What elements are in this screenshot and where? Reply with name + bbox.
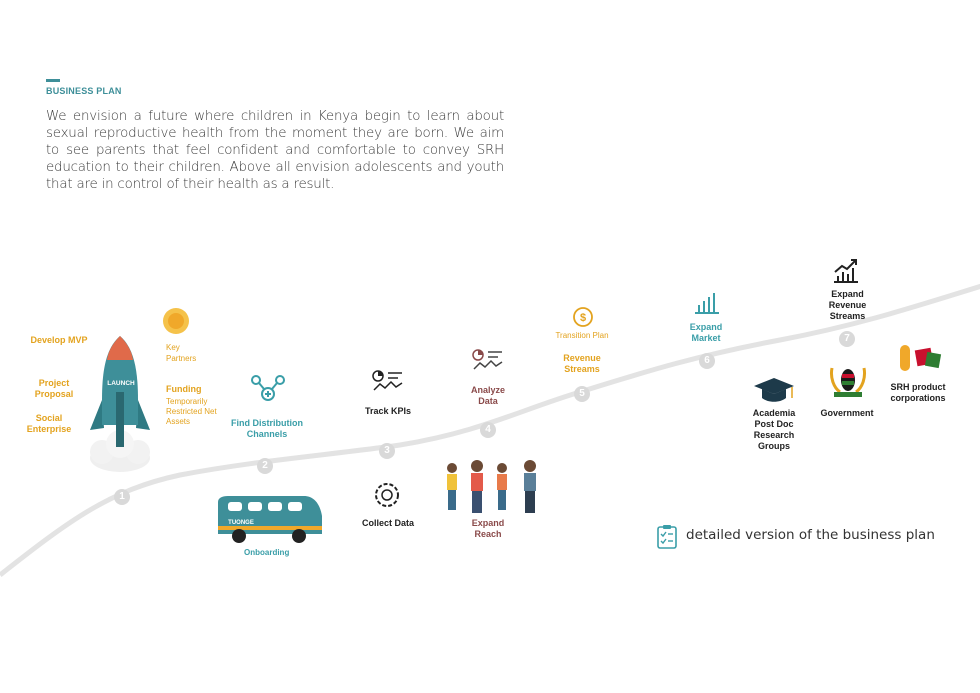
rocket-icon — [80, 330, 170, 480]
onboarding-label: Onboarding — [244, 548, 290, 557]
step-node-3: 3 — [379, 443, 395, 459]
find-distribution-channels-label: Find Distribution Channels — [231, 418, 303, 439]
rocket-launch-label: LAUNCH — [107, 380, 135, 387]
step-node-2: 2 — [257, 458, 273, 474]
business-plan-link[interactable]: detailed version of the business plan — [686, 527, 935, 543]
revenue-streams-label: Revenue Streams — [563, 353, 601, 374]
section-title: BUSINESS PLAN — [46, 86, 122, 96]
track-kpis-label: Track KPIs — [364, 406, 412, 416]
revenue-growth-icon — [832, 258, 860, 284]
expand-market-label: Expand Market — [689, 322, 723, 343]
develop-mvp-label: Develop MVP — [30, 335, 88, 345]
graduation-cap-icon — [752, 376, 796, 406]
expand-reach-label: Expand Reach — [471, 518, 505, 539]
clipboard-checklist-icon[interactable] — [656, 524, 678, 550]
step-node-5: 5 — [574, 386, 590, 402]
academia-label: Academia Post Doc Research Groups — [752, 408, 796, 451]
analyze-chart-icon — [472, 349, 504, 373]
funding-label: Funding — [166, 384, 202, 394]
data-gear-icon — [372, 480, 402, 510]
kenya-coat-of-arms-icon — [828, 358, 868, 400]
funding-detail-label: Temporarily Restricted Net Assets — [166, 397, 217, 426]
key-partners-label: Key Partners — [166, 343, 197, 363]
project-proposal-label: Project Proposal — [34, 378, 74, 399]
expand-revenue-streams-label: Expand Revenue Streams — [828, 289, 867, 321]
step-node-6: 6 — [699, 353, 715, 369]
sun-icon — [161, 306, 191, 336]
intro-paragraph: We envision a future where children in Kenya begin to learn about sexual reproductive health from the moment they are born. We aim to see parents that feel confident and comfortable to convey SRH education to their children. Above all envision adolescents and youth that are in control of their health as a result. — [46, 109, 504, 192]
section-accent-bar — [46, 79, 60, 82]
step-node-7: 7 — [839, 331, 855, 347]
government-label: Government — [820, 408, 874, 418]
analyze-data-label: Analyze Data — [470, 385, 505, 406]
step-node-4: 4 — [480, 422, 496, 438]
dollar-coin-icon — [572, 306, 594, 328]
social-enterprise-label: Social Enterprise — [26, 413, 72, 434]
people-group-icon — [442, 460, 542, 515]
transition-plan-label: Transition Plan — [555, 331, 609, 340]
distribution-network-icon — [250, 374, 286, 410]
srh-corporations-label: SRH product corporations — [890, 382, 946, 403]
svg-text:$: $ — [579, 312, 587, 324]
chart-kpi-icon — [372, 370, 404, 394]
srh-product-icon — [896, 341, 944, 373]
collect-data-label: Collect Data — [362, 518, 415, 528]
step-node-1: 1 — [114, 489, 130, 505]
growth-bars-icon — [693, 289, 721, 315]
bus-text: TUONGE — [228, 520, 254, 526]
